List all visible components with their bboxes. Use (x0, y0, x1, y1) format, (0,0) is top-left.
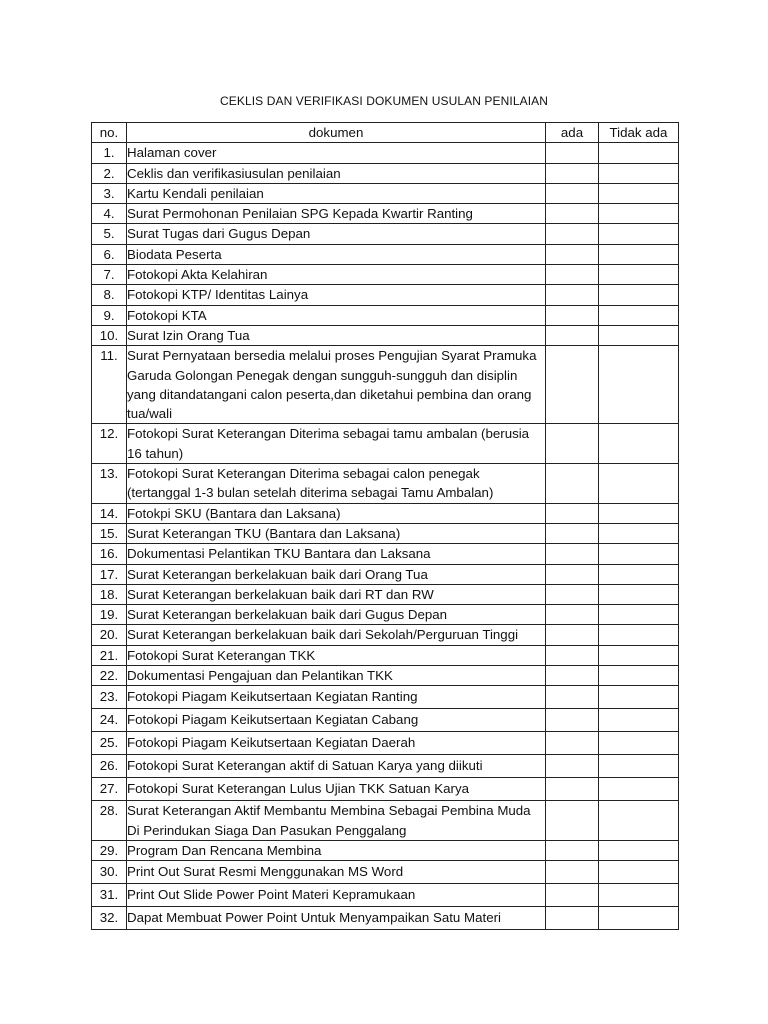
document-name: Fotokopi KTP/ Identitas Lainya (127, 285, 546, 305)
ada-check-cell[interactable] (546, 503, 599, 523)
table-row (92, 666, 679, 686)
row-number: 6. (92, 244, 127, 264)
checklist-body (92, 143, 679, 930)
ada-check-cell[interactable] (546, 778, 599, 801)
row-number: 18. (92, 584, 127, 604)
row-number: 13. (92, 464, 127, 504)
tidak-ada-check-cell[interactable] (599, 732, 679, 755)
table-row (92, 143, 679, 163)
tidak-ada-check-cell[interactable] (599, 709, 679, 732)
header-row (92, 123, 679, 143)
table-row (92, 709, 679, 732)
tidak-ada-check-cell[interactable] (599, 224, 679, 244)
row-number: 15. (92, 523, 127, 543)
row-number: 21. (92, 645, 127, 665)
table-row (92, 346, 679, 424)
ada-check-cell[interactable] (546, 801, 599, 841)
tidak-ada-check-cell[interactable] (599, 183, 679, 203)
tidak-ada-check-cell[interactable] (599, 424, 679, 464)
tidak-ada-check-cell[interactable] (599, 325, 679, 345)
tidak-ada-check-cell[interactable] (599, 265, 679, 285)
document-name: Surat Keterangan berkelakuan baik dari Orang Tua (127, 564, 546, 584)
ada-check-cell[interactable] (546, 861, 599, 884)
row-number: 9. (92, 305, 127, 325)
tidak-ada-check-cell[interactable] (599, 840, 679, 860)
row-number: 22. (92, 666, 127, 686)
row-number: 8. (92, 285, 127, 305)
row-number: 29. (92, 840, 127, 860)
ada-check-cell[interactable] (546, 544, 599, 564)
row-number: 14. (92, 503, 127, 523)
ada-check-cell[interactable] (546, 244, 599, 264)
row-number: 31. (92, 884, 127, 907)
ada-check-cell[interactable] (546, 666, 599, 686)
table-row (92, 464, 679, 504)
ada-check-cell[interactable] (546, 884, 599, 907)
header-no: no. (92, 123, 127, 143)
table-row (92, 244, 679, 264)
document-name: Fotokopi Piagam Keikutsertaan Kegiatan Daerah (127, 732, 546, 755)
tidak-ada-check-cell[interactable] (599, 163, 679, 183)
ada-check-cell[interactable] (546, 605, 599, 625)
header-tidak-ada: Tidak ada (599, 123, 679, 143)
table-row (92, 564, 679, 584)
row-number: 32. (92, 907, 127, 930)
row-number: 24. (92, 709, 127, 732)
row-number: 12. (92, 424, 127, 464)
row-number: 25. (92, 732, 127, 755)
tidak-ada-check-cell[interactable] (599, 884, 679, 907)
document-name: Fotokopi Surat Keterangan aktif di Satuan Karya yang diikuti (127, 755, 546, 778)
tidak-ada-check-cell[interactable] (599, 464, 679, 504)
ada-check-cell[interactable] (546, 709, 599, 732)
document-name: Halaman cover (127, 143, 546, 163)
table-row (92, 884, 679, 907)
tidak-ada-check-cell[interactable] (599, 564, 679, 584)
document-name: Fotokpi SKU (Bantara dan Laksana) (127, 503, 546, 523)
table-row (92, 424, 679, 464)
ada-check-cell[interactable] (546, 285, 599, 305)
document-name: Surat Permohonan Penilaian SPG Kepada Kwartir Ranting (127, 204, 546, 224)
table-row (92, 686, 679, 709)
header-ada: ada (546, 123, 599, 143)
tidak-ada-check-cell[interactable] (599, 143, 679, 163)
ada-check-cell[interactable] (546, 645, 599, 665)
ada-check-cell[interactable] (546, 840, 599, 860)
ada-check-cell[interactable] (546, 625, 599, 645)
table-row (92, 861, 679, 884)
document-name: Print Out Surat Resmi Menggunakan MS Word (127, 861, 546, 884)
document-name: Fotokopi Piagam Keikutsertaan Kegiatan Cabang (127, 709, 546, 732)
tidak-ada-check-cell[interactable] (599, 801, 679, 841)
table-row (92, 755, 679, 778)
document-name: Fotokopi Surat Keterangan Diterima sebagai tamu ambalan (berusia 16 tahun) (127, 424, 546, 464)
ada-check-cell[interactable] (546, 523, 599, 543)
ada-check-cell[interactable] (546, 346, 599, 424)
ada-check-cell[interactable] (546, 183, 599, 203)
document-name: Biodata Peserta (127, 244, 546, 264)
row-number: 26. (92, 755, 127, 778)
tidak-ada-check-cell[interactable] (599, 778, 679, 801)
table-row (92, 523, 679, 543)
checklist-table (91, 122, 679, 930)
document-name: Surat Tugas dari Gugus Depan (127, 224, 546, 244)
table-row (92, 732, 679, 755)
document-name: Print Out Slide Power Point Materi Kepramukaan (127, 884, 546, 907)
table-row (92, 265, 679, 285)
tidak-ada-check-cell[interactable] (599, 305, 679, 325)
document-name: Program Dan Rencana Membina (127, 840, 546, 860)
table-row (92, 907, 679, 930)
table-row (92, 584, 679, 604)
table-row (92, 801, 679, 841)
document-name: Surat Pernyataan bersedia melalui proses Pengujian Syarat Pramuka Garuda Golongan Penegak dengan sungguh-sungguh dan disiplin yang ditandatangani calon peserta,dan diketahui pembina dan orang tua/wali (127, 346, 546, 424)
table-row (92, 645, 679, 665)
tidak-ada-check-cell[interactable] (599, 755, 679, 778)
document-name: Surat Izin Orang Tua (127, 325, 546, 345)
table-row (92, 285, 679, 305)
ada-check-cell[interactable] (546, 564, 599, 584)
table-row (92, 224, 679, 244)
tidak-ada-check-cell[interactable] (599, 861, 679, 884)
table-row (92, 503, 679, 523)
document-name: Fotokopi Surat Keterangan Diterima sebagai calon penegak (tertanggal 1-3 bulan setelah diterima sebagai Tamu Ambalan) (127, 464, 546, 504)
table-row (92, 625, 679, 645)
table-row (92, 605, 679, 625)
row-number: 23. (92, 686, 127, 709)
document-name: Dapat Membuat Power Point Untuk Menyampaikan Satu Materi (127, 907, 546, 930)
ada-check-cell[interactable] (546, 424, 599, 464)
table-row (92, 778, 679, 801)
header-dokumen: dokumen (127, 123, 546, 143)
document-name: Surat Keterangan berkelakuan baik dari Sekolah/Perguruan Tinggi (127, 625, 546, 645)
table-row (92, 840, 679, 860)
row-number: 1. (92, 143, 127, 163)
tidak-ada-check-cell[interactable] (599, 544, 679, 564)
table-row (92, 305, 679, 325)
tidak-ada-check-cell[interactable] (599, 204, 679, 224)
row-number: 2. (92, 163, 127, 183)
document-name: Fotokopi Surat Keterangan TKK (127, 645, 546, 665)
row-number: 11. (92, 346, 127, 424)
row-number: 27. (92, 778, 127, 801)
table-row (92, 325, 679, 345)
table-row (92, 204, 679, 224)
ada-check-cell[interactable] (546, 732, 599, 755)
document-name: Surat Keterangan Aktif Membantu Membina Sebagai Pembina Muda Di Perindukan Siaga Dan Pasukan Penggalang (127, 801, 546, 841)
row-number: 16. (92, 544, 127, 564)
row-number: 10. (92, 325, 127, 345)
table-row (92, 163, 679, 183)
row-number: 19. (92, 605, 127, 625)
document-name: Fotokopi Akta Kelahiran (127, 265, 546, 285)
row-number: 3. (92, 183, 127, 203)
ada-check-cell[interactable] (546, 755, 599, 778)
tidak-ada-check-cell[interactable] (599, 346, 679, 424)
ada-check-cell[interactable] (546, 305, 599, 325)
row-number: 7. (92, 265, 127, 285)
document-name: Fotokopi Piagam Keikutsertaan Kegiatan Ranting (127, 686, 546, 709)
ada-check-cell[interactable] (546, 163, 599, 183)
document-name: Kartu Kendali penilaian (127, 183, 546, 203)
table-row (92, 183, 679, 203)
ada-check-cell[interactable] (546, 686, 599, 709)
tidak-ada-check-cell[interactable] (599, 523, 679, 543)
tidak-ada-check-cell[interactable] (599, 645, 679, 665)
ada-check-cell[interactable] (546, 325, 599, 345)
document-name: Dokumentasi Pengajuan dan Pelantikan TKK (127, 666, 546, 686)
row-number: 20. (92, 625, 127, 645)
row-number: 17. (92, 564, 127, 584)
row-number: 4. (92, 204, 127, 224)
ada-check-cell[interactable] (546, 907, 599, 930)
ada-check-cell[interactable] (546, 265, 599, 285)
document-name: Surat Keterangan TKU (Bantara dan Laksana) (127, 523, 546, 543)
row-number: 30. (92, 861, 127, 884)
row-number: 5. (92, 224, 127, 244)
document-name: Fotokopi Surat Keterangan Lulus Ujian TKK Satuan Karya (127, 778, 546, 801)
document-name: Fotokopi KTA (127, 305, 546, 325)
ada-check-cell[interactable] (546, 464, 599, 504)
document-name: Surat Keterangan berkelakuan baik dari RT dan RW (127, 584, 546, 604)
tidak-ada-check-cell[interactable] (599, 285, 679, 305)
row-number: 28. (92, 801, 127, 841)
table-row (92, 544, 679, 564)
document-name: Surat Keterangan berkelakuan baik dari Gugus Depan (127, 605, 546, 625)
tidak-ada-check-cell[interactable] (599, 625, 679, 645)
tidak-ada-check-cell[interactable] (599, 244, 679, 264)
ada-check-cell[interactable] (546, 584, 599, 604)
document-name: Ceklis dan verifikasiusulan penilaian (127, 163, 546, 183)
ada-check-cell[interactable] (546, 204, 599, 224)
ada-check-cell[interactable] (546, 143, 599, 163)
tidak-ada-check-cell[interactable] (599, 907, 679, 930)
ada-check-cell[interactable] (546, 224, 599, 244)
tidak-ada-check-cell[interactable] (599, 605, 679, 625)
tidak-ada-check-cell[interactable] (599, 503, 679, 523)
tidak-ada-check-cell[interactable] (599, 584, 679, 604)
tidak-ada-check-cell[interactable] (599, 666, 679, 686)
tidak-ada-check-cell[interactable] (599, 686, 679, 709)
document-name: Dokumentasi Pelantikan TKU Bantara dan Laksana (127, 544, 546, 564)
document-title: CEKLIS DAN VERIFIKASI DOKUMEN USULAN PENILAIAN (219, 94, 548, 108)
